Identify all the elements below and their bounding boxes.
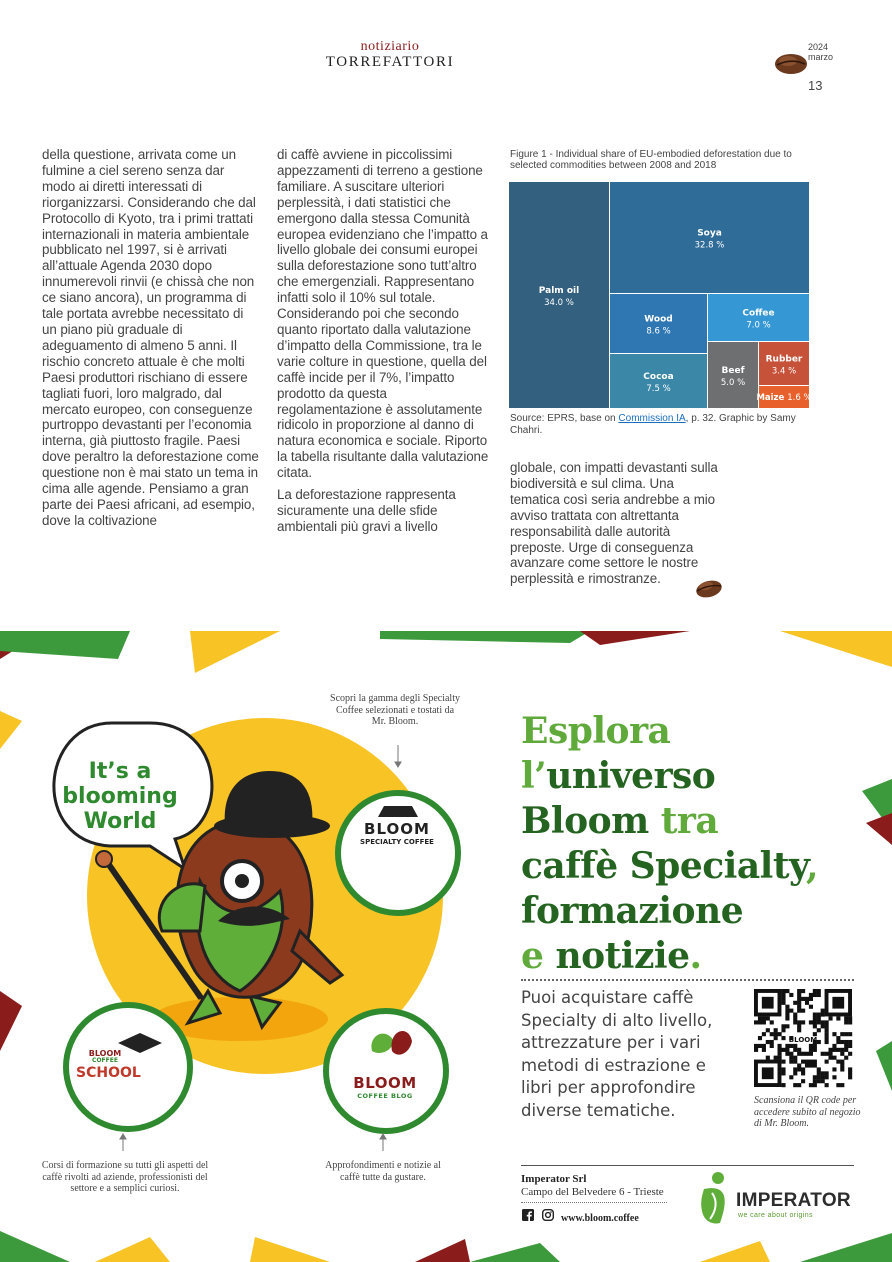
school-logo-word: SCHOOL (76, 1065, 141, 1081)
treemap-label: Cocoa (643, 372, 674, 382)
article-paragraph: La deforestazione rappresenta sicuramente una delle sfide ambientali più gravi a livello (277, 487, 456, 534)
confetti-shape (580, 631, 690, 645)
figure-source-text: Source: EPRS, base on (510, 413, 619, 424)
facebook-icon[interactable] (522, 1209, 534, 1221)
website-link[interactable]: www.bloom.coffee (561, 1213, 639, 1224)
confetti-shape (876, 1041, 892, 1091)
cane-handle (96, 851, 112, 867)
page-number: 13 (808, 78, 823, 93)
article-column-2 (277, 147, 492, 535)
bubble-line: World (83, 809, 157, 834)
figure-source-tail: , p. 32. Graphic by Samy Chahri. (510, 413, 796, 436)
confetti-shape (700, 1241, 770, 1262)
dotted-divider-small (521, 1202, 667, 1203)
issue-month: marzo (808, 52, 834, 62)
school-caption: Corsi di formazione su tutti gli aspetti del caffè rivolti ad aziende, professionisti del settore e a semplici curiosi. (41, 1160, 209, 1194)
headline-word: l’ (521, 755, 547, 797)
treemap-label: Rubber (765, 354, 803, 365)
bubble-line: It’s a (88, 759, 152, 784)
company-name: Imperator Srl (521, 1173, 587, 1185)
headline-word: . (689, 935, 702, 977)
treemap-value-label: 7.0 % (746, 320, 771, 331)
headline-word: notizie (555, 935, 690, 977)
headline-word: Esplora (521, 710, 671, 752)
coffee-bean-end-icon (694, 578, 724, 600)
coffee-blog-logo-circle (326, 1011, 446, 1131)
headline-word: universo (546, 755, 716, 797)
confetti-shape (0, 631, 130, 659)
confetti-shape (780, 631, 892, 667)
treemap-value-label: 3.4 % (771, 366, 797, 377)
blog-logo-name: BLOOM (353, 1074, 417, 1092)
confetti-shape (415, 1239, 470, 1262)
headline-word: Bloom (521, 800, 649, 842)
imperator-logo-icon (694, 1171, 734, 1225)
confetti-shape (380, 631, 590, 643)
blog-caption: Approfondimenti e notizie al caffè tutte da gustare. (325, 1160, 441, 1183)
headline-word: , (805, 845, 818, 887)
treemap-label: Wood (644, 314, 673, 325)
confetti-shape (0, 711, 22, 749)
headline-word: formazione (521, 890, 744, 932)
treemap-value-label: 34.0 % (544, 298, 574, 308)
treemap-label: Beef (721, 366, 745, 376)
figure-caption: Figure 1 - Individual share of EU-embodied deforestation due to selected commodities between 2008 and 2018 (510, 149, 792, 171)
treemap-chart (509, 182, 812, 408)
bowler-hat-icon (378, 806, 418, 817)
treemap-label: Maize 1.6 % (756, 393, 812, 403)
qr-code[interactable] (754, 989, 852, 1087)
headline-word: caffè Specialty (521, 845, 806, 887)
treemap-label: Palm oil (538, 286, 580, 296)
treemap-value-label: 8.6 % (646, 326, 671, 337)
confetti-shape (190, 631, 280, 673)
masthead-line1: notiziario (360, 39, 420, 54)
footer-divider (521, 1165, 854, 1166)
social-links (522, 1209, 554, 1221)
headline-word: tra (660, 800, 719, 842)
treemap-value-label: 7.5 % (646, 384, 671, 394)
confetti-shape (95, 1237, 170, 1262)
qr-caption: Scansiona il QR code per accedere subito al negozio di Mr. Bloom. (754, 1095, 861, 1129)
school-logo-name: BLOOM (88, 1049, 122, 1058)
headline-word: e (521, 935, 544, 977)
issue-date (808, 42, 833, 62)
confetti-shape (0, 991, 22, 1051)
treemap-label: Coffee (742, 308, 775, 319)
confetti-shape (800, 1233, 892, 1262)
confetti-shape (250, 1237, 330, 1262)
article-column-3 (510, 460, 725, 587)
advert-body-text: Puoi acquistare caffè Specialty di alto livello, attrezzature per i vari metodi di estrazione e libri per approfondire diverse tematiche. (521, 988, 713, 1120)
article-paragraph: di caffè avviene in piccolissimi appezzamenti di terreno a gestione familiare. A suscitare ulteriori perplessità, i dati statistici che emergono dalla stessa Comunità europea evidenziano che l’impatto a livello globale dei consumi europei sulla deforestazione sono tutt’altro che emergenziali. Rappresentano infatti solo il 10% sul totale. Considerando poi che secondo quanto riportato dalla valutazione d’impatto della Commissione, tra le varie colture in questione, quella del caffè incide per il 7%, l’impatto prodotto da questa regolamentazione è assolutamente ridicolo in proporzione al danno di natura economica e sociale. Riporto la tabella risultante dalla valutazione citata. (277, 147, 489, 481)
treemap-value-label: 5.0 % (720, 378, 746, 388)
treemap-label: Soya (697, 228, 722, 239)
company-address: Campo del Belvedere 6 - Trieste (521, 1186, 664, 1198)
specialty-caption: Scopri la gamma degli Specialty Coffee selezionati e tostati da Mr. Bloom. (330, 693, 460, 727)
blog-logo-sub: COFFEE BLOG (357, 1092, 413, 1100)
coffee-bean-icon (774, 52, 808, 76)
specialty-logo-name: BLOOM (364, 820, 430, 838)
imperator-tagline: we care about origins (738, 1212, 813, 1219)
article-paragraph: globale, con impatti devastanti sulla biodiversità e sul clima. Una tematica così seria andrebbe a mio avviso trattata con altrettanta responsabilità dalle autorità preposte. Urge di conseguenza avanzare come settore le nostre perplessità e rimostranze. (510, 460, 718, 587)
commission-ia-link[interactable]: Commission IA (618, 413, 686, 424)
specialty-logo-sub: SPECIALTY COFFEE (360, 838, 434, 846)
school-logo-sub: COFFEE (92, 1057, 118, 1064)
confetti-shape (0, 1231, 70, 1262)
masthead (300, 40, 480, 70)
issue-year: 2024 (808, 42, 829, 52)
bloom-advertisement (0, 631, 892, 1262)
bubble-line: blooming (62, 784, 178, 809)
figure-source (510, 413, 810, 437)
confetti-shape (470, 1243, 560, 1262)
instagram-icon[interactable] (542, 1209, 554, 1221)
imperator-brand: IMPERATOR (736, 1190, 851, 1211)
treemap-value-label: 32.8 % (694, 240, 725, 251)
dotted-divider (521, 979, 854, 981)
qr-logo-label: BLOOM (788, 1036, 818, 1044)
speech-bubble-text (45, 759, 195, 834)
article-paragraph: della questione, arrivata come un fulmine a ciel sereno senza dar modo ai diretti interessati di riorganizzarsi. Considerando che dal Protocollo di Kyoto, tra i primi trattati internazionali in materia ambientale pubblicato nel 1997, si è arrivati all’attuale Agenda 2030 dopo innumerevoli rinvii (e chissà che non ce siano ancora), un programma di tale portata avrebbe necessitato di un piano più graduale di adeguamento di almeno 5 anni. Il rischio concreto attuale è che molti Paesi produttori rischiano di essere tagliati fuori, loro malgrado, dal mercato europeo, con conseguenze purtroppo devastanti per l’economia interna, già piuttosto fragile. Paesi dove peraltro la deforestazione come questione non è mai stato un tema in cima alle agende. Pensiamo a gran parte dei Paesi africani, ad esempio, dove la coltivazione (42, 147, 259, 528)
masthead-line2: TORREFATTORI (325, 54, 455, 70)
article-column-1 (42, 147, 260, 529)
advert-headline (521, 709, 871, 979)
